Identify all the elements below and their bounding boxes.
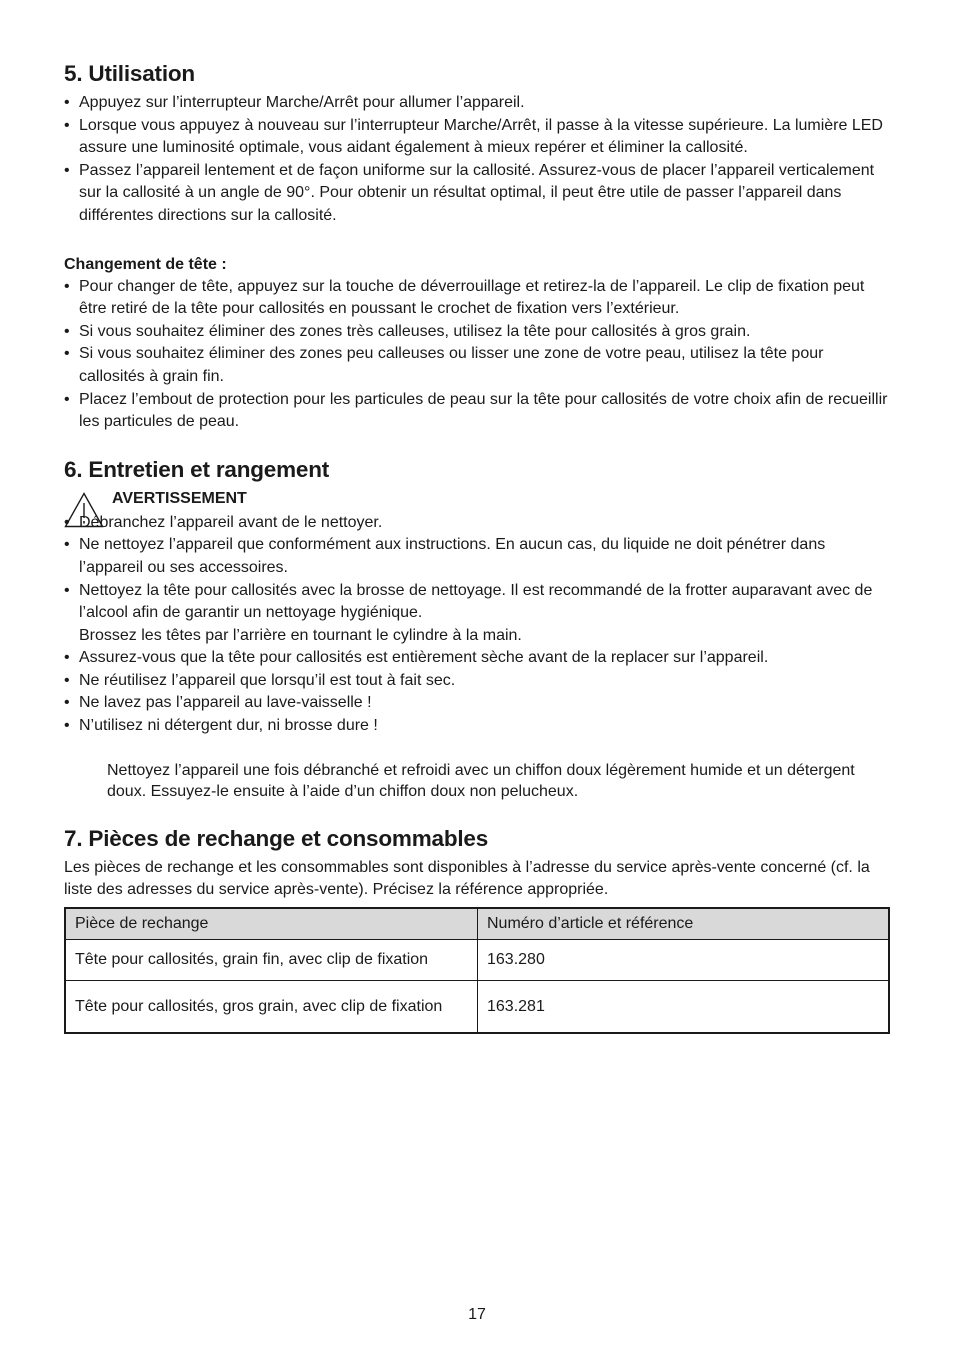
cleaning-note: Nettoyez l’appareil une fois débranché et refroidi avec un chiffon doux légèrement humide et un détergent doux. Essuyez-le ensuite à l’aide d’un chiffon doux non pelucheux. bbox=[107, 761, 855, 801]
section-6-title: 6. Entretien et rangement bbox=[64, 456, 330, 482]
table-cell-reference: 163.280 bbox=[478, 939, 890, 980]
head-change-bullet-list bbox=[64, 276, 890, 434]
list-item: • Si vous souhaitez éliminer des zones très calleuses, utilisez la tête pour callosités à gros grain. bbox=[64, 321, 890, 344]
page-number: 17 bbox=[468, 1306, 486, 1323]
head-change-subheading: Changement de tête : bbox=[64, 255, 227, 273]
column-header-part: Pièce de rechange bbox=[65, 908, 478, 940]
list-item: • N’utilisez ni détergent dur, ni brosse dure ! bbox=[64, 715, 890, 738]
list-item: • Passez l’appareil lentement et de façon uniforme sur la callosité. Assurez-vous de placer l’appareil verticalement sur la callosité à un angle de 90°. Pour obtenir un résultat optimal, il peut être utile de passer l’appareil dans différentes directions sur la callosité. bbox=[64, 160, 890, 228]
table-row bbox=[65, 939, 889, 980]
table-row bbox=[65, 980, 889, 1033]
table-cell-part: Tête pour callosités, grain fin, avec clip de fixation bbox=[65, 939, 478, 980]
section-5-title: 5. Utilisation bbox=[64, 61, 195, 86]
list-item: • Pour changer de tête, appuyez sur la touche de déverrouillage et retirez-la de l’appareil. Le clip de fixation peut être retiré de la tête pour callosités en poussant le crochet de fixation vers l’extérieur. bbox=[64, 276, 890, 321]
spare-parts-intro: Les pièces de rechange et les consommables sont disponibles à l’adresse du service après-vente concerné (cf. la liste des adresses du service après-vente). Précisez la référence appropriée. bbox=[64, 858, 870, 898]
warning-header bbox=[64, 488, 890, 512]
spare-parts-table bbox=[64, 907, 890, 1034]
table-cell-reference: 163.281 bbox=[478, 980, 890, 1033]
list-item: • Placez l’embout de protection pour les particules de peau sur la tête pour callosités de votre choix afin de recueillir les particules de peau. bbox=[64, 389, 890, 434]
warning-label: AVERTISSEMENT bbox=[112, 489, 247, 507]
list-item-continuation: Brossez les têtes par l’arrière en tournant le cylindre à la main. bbox=[79, 626, 522, 644]
list-item: • Assurez-vous que la tête pour callosités est entièrement sèche avant de la replacer sur l’appareil. bbox=[64, 647, 890, 670]
list-item-text: Nettoyez la tête pour callosités avec la brosse de nettoyage. Il est recommandé de la frotter auparavant avec de l’alcool afin de garantir un nettoyage hygiénique. bbox=[79, 581, 873, 622]
column-header-reference: Numéro d’article et référence bbox=[478, 908, 890, 940]
list-item: • Ne lavez pas l’appareil au lave-vaisselle ! bbox=[64, 692, 890, 715]
table-cell-part: Tête pour callosités, gros grain, avec clip de fixation bbox=[65, 980, 478, 1033]
list-item bbox=[64, 580, 890, 648]
list-item: • Appuyez sur l’interrupteur Marche/Arrêt pour allumer l’appareil. bbox=[64, 92, 890, 115]
list-item: • Ne réutilisez l’appareil que lorsqu’il est tout à fait sec. bbox=[64, 670, 890, 693]
section-7-title: 7. Pièces de rechange et consommables bbox=[64, 825, 489, 851]
list-item: • Ne nettoyez l’appareil que conformément aux instructions. En aucun cas, du liquide ne doit pénétrer dans l’appareil ou ses accessoires. bbox=[64, 534, 890, 579]
list-item: • Si vous souhaitez éliminer des zones peu calleuses ou lisser une zone de votre peau, utilisez la tête pour callosités à grain fin. bbox=[64, 343, 890, 388]
table-header-row bbox=[65, 908, 889, 940]
warning-bullet-list bbox=[64, 512, 890, 738]
usage-bullet-list bbox=[64, 92, 890, 228]
list-item: • Lorsque vous appuyez à nouveau sur l’interrupteur Marche/Arrêt, il passe à la vitesse supérieure. La lumière LED assure une luminosité optimale, vous aidant également à mieux repérer et éliminer la callosité. bbox=[64, 115, 890, 160]
list-item: • Débranchez l’appareil avant de le nettoyer. bbox=[64, 512, 890, 535]
